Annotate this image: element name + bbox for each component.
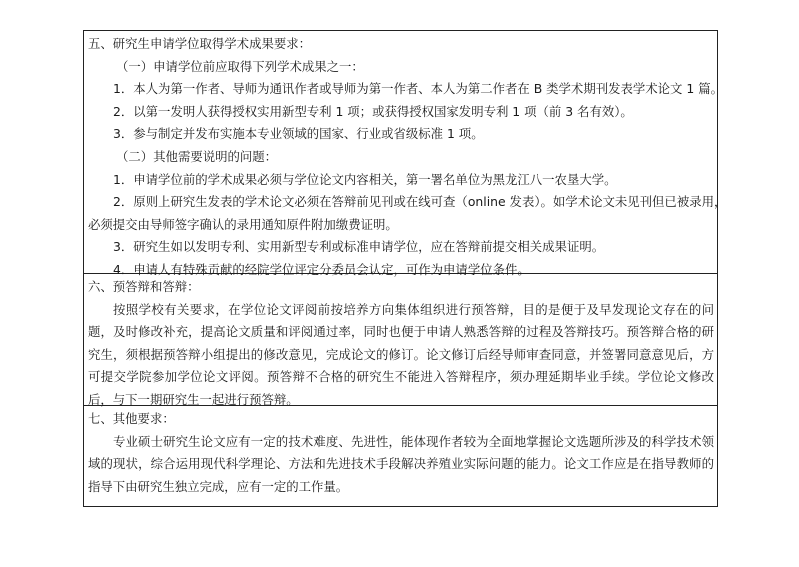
- section5-sub1-title: （一）申请学位前应取得下列学术成果之一：: [116, 58, 364, 74]
- section5-sub1-item-1: 1．本人为第一作者、导师为通讯作者或导师为第一作者、本人为第二作者在 B 类学术期刊发表学术论文 1 篇。: [113, 81, 723, 97]
- section5-sub2-item-2-cont: 必须提交由导师签字确认的录用通知原件附加缴费证明。: [88, 216, 398, 232]
- section5-sub2-item-2: 2．原则上研究生发表的学术论文必须在答辩前见刊或在线可查（online 发表）。如学术论文未见刊但已被录用，: [113, 194, 727, 210]
- section7-body: 专业硕士研究生论文应有一定的技术难度、先进性，能体现作者较为全面地掌握论文选题所涉及的科学技术领域的现状，综合运用现代科学理论、方法和先进技术手段解决养殖业实际问题的能力。论文工作应是在指导教师的指导下由研究生独立完成，应有一定的工作量。: [88, 433, 714, 494]
- section6-body: 按照学校有关要求，在学位论文评阅前按培养方向集体组织进行预答辩，目的是便于及早发现论文存在的问题，及时修改补充，提高论文质量和评阅通过率，同时也便于申请人熟悉答辩的过程及答辩技巧。预答辩合格的研究生，须根据预答辩小组提出的修改意见，完成论文的修订。论文修订后经导师审查同意，并签署同意意见后，方可提交学院参加学位论文评阅。预答辩不合格的研究生不能进入答辩程序，须办理延期毕业手续。学位论文修改后，与下一期研究生一起进行预答辩。: [88, 301, 714, 407]
- section6-heading: 六、预答辩和答辩：: [88, 279, 200, 294]
- section5-sub2-item-1: 1．申请学位前的学术成果必须与学位论文内容相关，第一署名单位为黑龙江八一农垦大学。: [113, 171, 617, 187]
- section5-sub2-item-3: 3．研究生如以发明专利、实用新型专利或标准申请学位，应在答辩前提交相关成果证明。: [113, 239, 605, 255]
- section-other-requirements: [84, 405, 717, 507]
- section-academic-achievements: [84, 30, 727, 277]
- section7-heading: 七、其他要求：: [88, 411, 175, 426]
- section5-sub2-item-4: 4．申请人有特殊贡献的经院学位评定分委员会认定，可作为申请学位条件。: [113, 261, 530, 277]
- section5-sub1-item-2: 2．以第一发明人获得授权实用新型专利 1 项；或获得授权国家发明专利 1 项（前 3 名有效）。: [113, 103, 633, 119]
- requirements-table: [83, 30, 727, 507]
- section5-sub2-title: （二）其他需要说明的问题：: [116, 148, 278, 164]
- section-defense: [84, 273, 717, 405]
- section5-heading: 五、研究生申请学位取得学术成果要求：: [88, 36, 312, 51]
- section5-sub1-item-3: 3．参与制定并发布实施本专业领域的国家、行业或省级标准 1 项。: [113, 126, 484, 142]
